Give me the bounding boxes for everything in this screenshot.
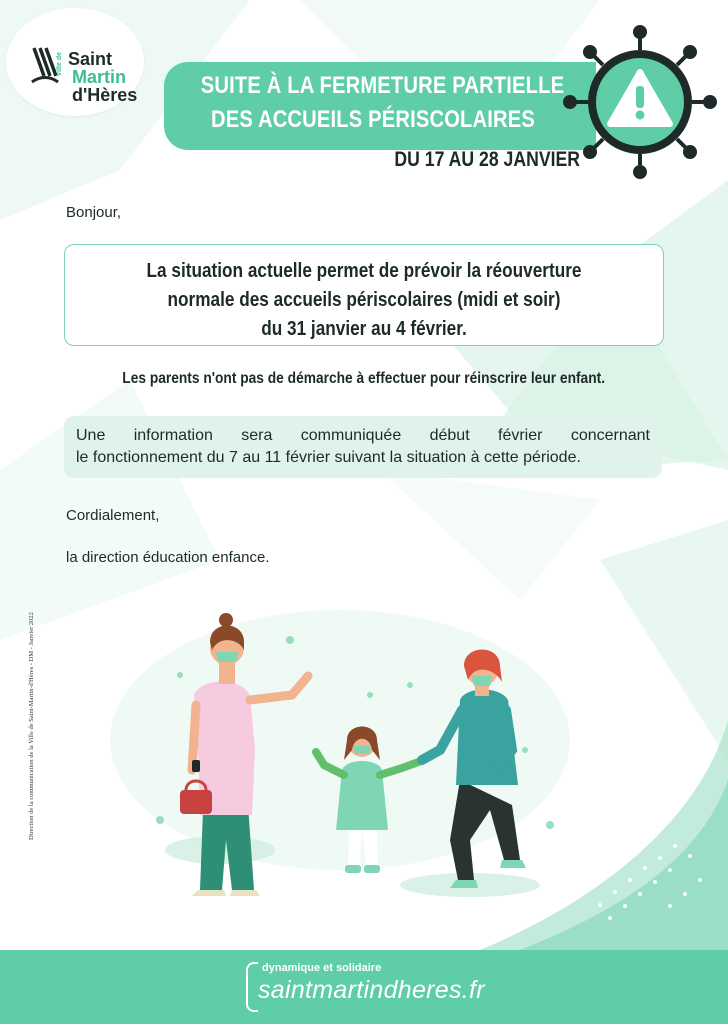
child-figure [316,727,424,874]
reopening-notice-box [64,244,664,346]
title-banner [164,62,596,150]
info-box [64,416,662,478]
title-line-1: SUITE À LA FERMETURE PARTIELLE [200,72,565,99]
info-line-2: le fonctionnement du 7 au 11 février suivant la situation à cette période. [76,449,581,466]
parents-note [0,370,728,388]
credit-line: Direction de la communication de la Ville de Saint-Martin-d'Hères - DM - Janvier 2022 [28,612,35,840]
logo-wordmark [68,50,137,104]
city-logo [6,8,144,116]
notice-line-2: normale des accueils périscolaires (midi et soir) [167,289,561,311]
footer-bracket [246,962,258,1012]
notice-line-1: La situation actuelle permet de prévoir la réouverture [146,260,582,282]
logo-line-2: Martin [72,67,126,87]
parents-note-text: Les parents n'ont pas de démarche à effectuer pour réinscrire leur enfant. [122,370,606,387]
title-line-2: DES ACCUEILS PÉRISCOLAIRES [210,106,535,133]
logo-line-1: Saint [68,49,113,69]
woman-figure [422,650,526,889]
footer-website[interactable]: saintmartindheres.fr [258,976,485,1004]
greeting: Bonjour, [66,204,122,221]
date-range: DU 17 AU 28 JANVIER [394,148,580,171]
footer-banner [0,950,728,1024]
footer-tagline: dynamique et solidaire [262,962,382,974]
closing: Cordialement, [66,507,160,524]
warning-virus-icon [560,22,720,182]
logo-vertical-text: Ville de [56,52,63,77]
info-line-1: Une information sera communiquée début février concernant [76,427,650,444]
logo-line-3: d'Hères [72,85,138,105]
family-illustration [140,600,560,920]
info-text [76,425,650,469]
notice-line-3: du 31 janvier au 4 février. [261,318,467,340]
signature: la direction éducation enfance. [66,549,270,566]
reopening-notice [65,257,663,344]
